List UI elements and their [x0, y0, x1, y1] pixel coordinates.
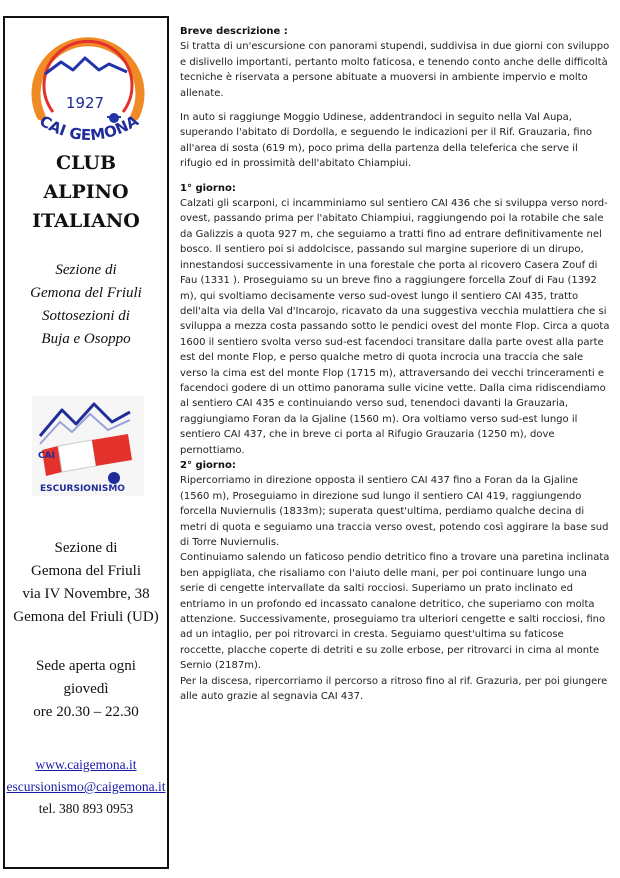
cai-escursionismo-logo	[32, 396, 144, 496]
esc-logo-cai: CAI	[38, 451, 55, 461]
esc-logo-word: ESCURSIONISMO	[40, 484, 125, 494]
address-line-3: via IV Novembre, 38	[22, 586, 150, 602]
address-line-1: Sezione di	[54, 540, 118, 556]
section-line-3: Sottosezioni di	[42, 308, 130, 324]
address-line-4: Gemona del Friuli (UD)	[13, 609, 159, 625]
hours-line-2: giovedì	[63, 681, 109, 697]
day-2-paragraph-1: Ripercorriamo in direzione opposta il sentiero CAI 437 fino a Foran da la Gjaline (1560 m), Proseguiamo in direzione sud lungo il sentiero CAI 419, raggiungendo forcella Nuviernulis (1833m); superata quest'ultima, perdiamo qualche decina di metri di quota e seguiamo una traccia verso ovest, potendo così aggirare la base sud di Torre Nuviernulis.	[180, 475, 609, 548]
logo-text: CAI GEMONA	[36, 111, 142, 145]
day-2-paragraph-3: Per la discesa, ripercorriamo il percorso a ritroso fino al rif. Grazuria, per poi giungere alle auto grazie al segnavia CAI 437.	[180, 675, 608, 703]
cai-gemona-logo	[23, 24, 153, 154]
phone-number: tel. 380 893 0953	[38, 801, 134, 816]
logo-year: 1927	[65, 94, 105, 112]
club-title-line-1: CLUB	[55, 152, 117, 174]
day-2-heading: 2° giorno:	[180, 459, 236, 471]
main-content	[180, 24, 610, 704]
section-line-2: Gemona del Friuli	[30, 285, 142, 301]
club-title-line-2: ALPINO	[43, 181, 129, 203]
website-link[interactable]: www.caigemona.it	[35, 757, 137, 772]
day-2-paragraph-2: Continuiamo salendo un faticoso pendio detritico fino a trovare una paretina inclinata ben appigliata, che risaliamo con l'aiuto delle mani, per poi continuare lungo una serie di cengette intervallate da salti rocciosi. Superiamo un prato inclinato ed entriamo in un profondo ed incassato canalone detritico, che superiamo con molta attenzione. Successivamente, proseguiamo tra ulteriori cengette e salti rocciosi, fino ad un intaglio, per poi ritrovarci in cresta. Seguiamo quest'ultima su faticose roccette, placche coperte di detriti e su zolle erbose, per ritrovarci in cima al monte Sernio (2187m).	[180, 552, 610, 672]
day-1-heading: 1° giorno:	[180, 182, 236, 194]
section-line-4: Buja e Osoppo	[41, 331, 131, 347]
section-line-1: Sezione di	[55, 262, 117, 278]
hours-line-3: ore 20.30 – 22.30	[33, 704, 139, 720]
sidebar	[3, 16, 169, 869]
short-description-heading: Breve descrizione :	[180, 26, 288, 37]
email-link[interactable]: escursionismo@caigemona.it	[6, 779, 166, 794]
address-line-2: Gemona del Friuli	[31, 563, 141, 579]
short-description-paragraph-1: Si tratta di un'escursione con panorami stupendi, suddivisa in due giorni con sviluppo e dislivello importanti, pertanto molto faticosa, e tenendo conto anche delle difficoltà tecniche è riservata a persone abituate a muoversi in ambiente impervio e molto allenate.	[180, 41, 610, 99]
club-title-line-3: ITALIANO	[32, 210, 140, 232]
short-description-paragraph-2: In auto si raggiunge Moggio Udinese, addentrandoci in seguito nella Val Aupa, superando l'abitato di Dordolla, e seguendo le indicazioni per il Rif. Grauzaria, fino all'area di sosta (619 m), poco prima della partenza della teleferica che serve il rifugio ed in prossimità dell'abitato Chiampiui.	[180, 112, 593, 170]
hours-line-1: Sede aperta ogni	[36, 658, 136, 674]
day-1-paragraph: Calzati gli scarponi, ci incamminiamo sul sentiero CAI 436 che si sviluppa verso nord-ovest, passando prima per l'abitato Chiampiui, raggiungendo poi la rotabile che sale da Galizzis a quota 927 m, che seguiamo a tratti fino ad entrare definitivamente nel bosco. Il sentiero poi si addolcisce, passando sul margine superiore di un dirupo, innestandosi successivamente in una forestale che porta al ricovero Casera Zouf di Fau (1331 ). Proseguiamo su un breve fino a raggiungere forcella Zouf di Fau (1392 m), qui svoltiamo decisamente verso sud-ovest lungo il sentiero CAI 435, tratto dell'alta via della Val d'Incarojo, ricavato da una suggestiva vecchia mulattiera che si sviluppa a mezza costa passando sotto le pendici ovest del monte Flop. Circa a quota 1600 il sentiero svolta verso sud-est facendoci transitare dalla parte ovest alla parte est del monte Flop, e perso qualche metro di quota incrocia una traccia che sale verso la cima est del monte Flop (1715 m), attraversando dei vecchi trinceramenti e facendoci godere di un ottimo panorama sulle vicine vette. Dalla cima ridiscendiamo al sentiero CAI 435 e continuiando verso sud, tenendoci davanti la Grauzaria, raggiungiamo Foran da la Gjaline (1560 m). Ora voltiamo verso sud-est lungo il sentiero CAI 437, che in breve ci porta al Rifugio Grauzaria (1250 m), dove pernottiamo.	[180, 198, 610, 456]
